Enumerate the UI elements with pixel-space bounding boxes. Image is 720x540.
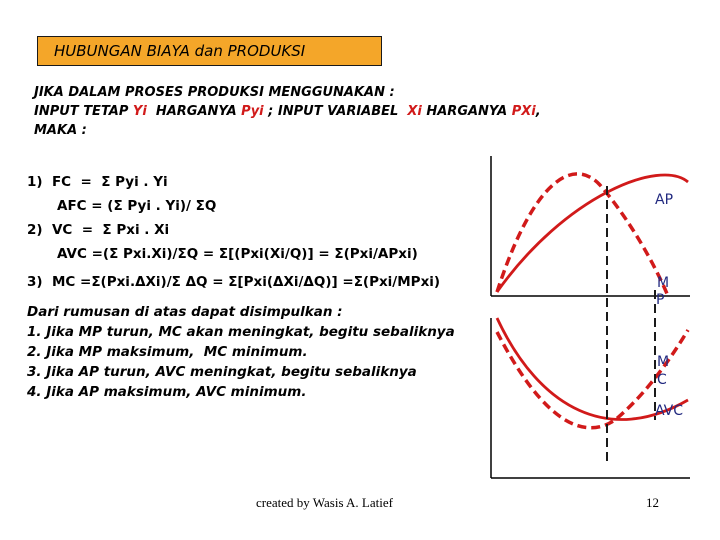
intro-text-d: HARGANYA [421, 104, 512, 119]
intro-text-e: , [535, 104, 541, 119]
conclusion-item: 2. Jika MP maksimum, MC minimum. [27, 344, 308, 360]
mc-label-line-2: C [657, 372, 667, 388]
conclusion-item: 4. Jika AP maksimum, AVC minimum. [27, 384, 307, 400]
conclusion-intro: Dari rumusan di atas dapat disimpulkan : [27, 304, 343, 320]
ap-label: AP [655, 192, 674, 208]
formula-fc: 1) FC = Σ Pyi . Yi [27, 174, 168, 190]
variable-price-symbol: PXi [511, 104, 536, 119]
formula-mc: 3) MC =Σ(Pxi.ΔXi)/Σ ΔQ = Σ[Pxi(ΔXi/ΔQ)] =Σ(Pxi/MPxi) [27, 274, 441, 290]
intro-text-b: HARGANYA [146, 104, 242, 119]
intro-text-a: INPUT TETAP [34, 104, 133, 119]
formula-vc: 2) VC = Σ Pxi . Xi [27, 222, 170, 238]
conclusion-item: 3. Jika AP turun, AVC meningkat, begitu sebaliknya [27, 364, 417, 380]
mp-curve [497, 174, 668, 296]
fixed-price-symbol: Pyi [241, 104, 264, 119]
formula-avc: AVC =(Σ Pxi.Xi)/ΣQ = Σ[(Pxi(Xi/Q)] = Σ(Pxi/APxi) [57, 246, 418, 262]
input-fixed-symbol: Yi [132, 104, 147, 119]
slide-title: HUBUNGAN BIAYA dan PRODUKSI [37, 36, 382, 66]
avc-label: AVC [655, 403, 684, 419]
mp-label-line-2: P [656, 292, 665, 308]
mp-label-line-1: M [657, 275, 670, 291]
intro-line-3: MAKA : [34, 123, 87, 138]
conclusion-item: 1. Jika MP turun, MC akan meningkat, begitu sebaliknya [27, 324, 455, 340]
intro-line-1: JIKA DALAM PROSES PRODUKSI MENGGUNAKAN : [34, 85, 395, 100]
formula-afc: AFC = (Σ Pyi . Yi)/ ΣQ [57, 198, 217, 214]
intro-text-c: ; INPUT VARIABEL [263, 104, 408, 119]
mc-label-line-1: M [657, 354, 670, 370]
page-number: 12 [646, 495, 659, 510]
footer-credit: created by Wasis A. Latief [256, 495, 393, 510]
input-variable-symbol: Xi [407, 104, 422, 119]
